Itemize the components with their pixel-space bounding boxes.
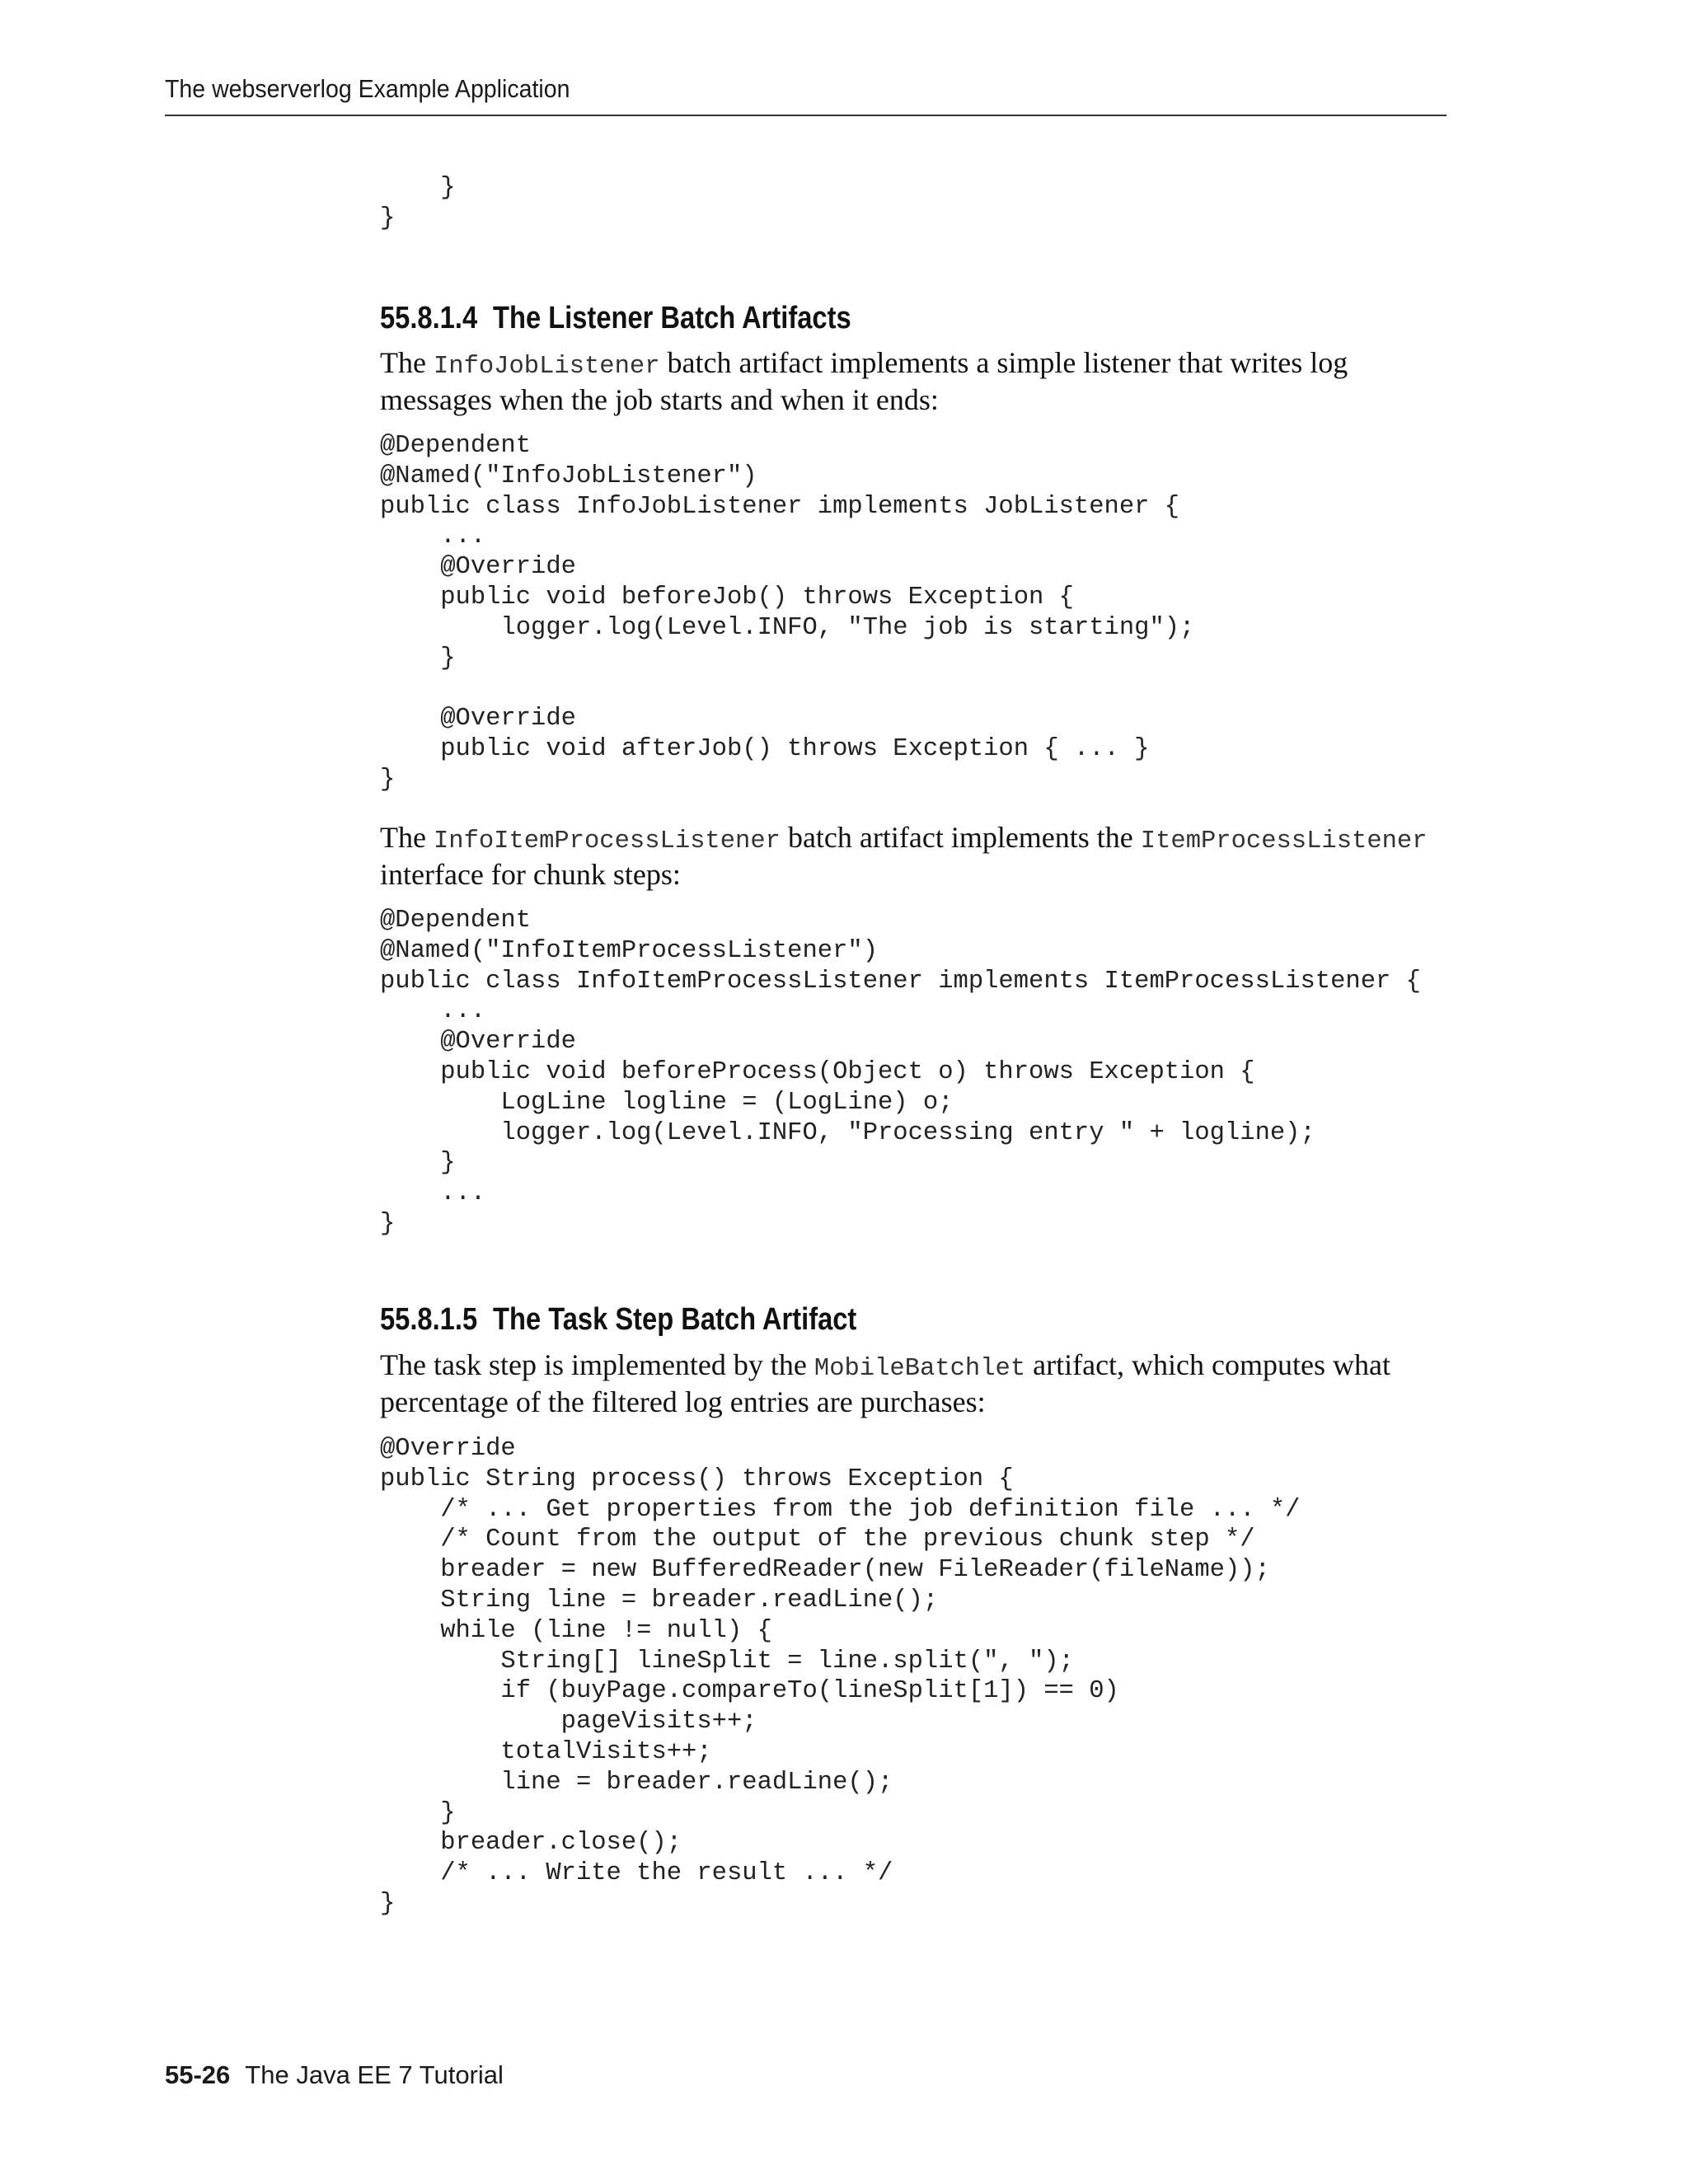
section-heading-task-step [380,1302,856,1338]
section-number: 55.8.1.4 [380,301,478,335]
inline-code: ItemProcessListener [1140,827,1428,855]
page-footer [165,2060,504,2090]
code-block-infoitemprocesslistener: @Dependent @Named("InfoItemProcessListener") public class InfoItemProcessListener implements ItemProcessListener { ... @Override public void beforeProcess(Object o) throws Exception { LogLine logline = (LogLine) o; logger.log(Level.INFO, "Processing entry " + logline); } ... } [380,907,1421,1238]
code-block-continuation: } } [380,174,456,232]
paragraph-text: The [380,821,434,854]
inline-code: InfoJobListener [433,353,660,381]
paragraph-text: batch artifact implements the [780,821,1141,854]
running-header: The webserverlog Example Application [165,74,570,103]
inline-code: MobileBatchlet [814,1355,1026,1383]
paragraph-text: artifact, which computes what percentage of the filtered log entries are purchases: [380,1348,1390,1418]
paragraph-text: The [380,346,434,379]
code-block-mobilebatchlet: @Override public String process() throws Exception { /* ... Get properties from the job definition file ... */ /* Count from the output of the previous chunk step */ breader = new BufferedReader(new FileReader(fileName)); String line = breader.readLine(); while (line != null) { String[] lineSplit = line.split(", "); if (buyPage.compareTo(lineSplit[1]) == 0) pageVisits++; totalVisits++; line = breader.readLine(); } breader.close(); /* ... Write the result ... */ } [380,1435,1301,1918]
section-title: The Listener Batch Artifacts [493,301,851,335]
paragraph-text: batch artifact implements a simple listener that writes log messages when the job starts and when it ends: [380,346,1348,416]
paragraph-infoitemprocesslistener [380,821,1451,891]
page-number: 55-26 [165,2060,231,2089]
paragraph-text: The task step is implemented by the [380,1348,814,1381]
inline-code: InfoItemProcessListener [433,827,781,855]
header-rule [165,115,1447,116]
paragraph-infojoblistener [380,346,1451,416]
paragraph-text: interface for chunk steps: [380,858,681,891]
section-number: 55.8.1.5 [380,1302,478,1337]
section-title: The Task Step Batch Artifact [493,1302,857,1337]
section-heading-listener-artifacts [380,301,851,336]
code-block-infojoblistener: @Dependent @Named("InfoJobListener") public class InfoJobListener implements JobListener { ... @Override public void beforeJob() throws Exception { logger.log(Level.INFO, "The job is starting"); } @Override public void afterJob() throws Exception { ... } } [380,432,1195,794]
book-title: The Java EE 7 Tutorial [245,2060,504,2089]
paragraph-mobilebatchlet [380,1348,1451,1418]
